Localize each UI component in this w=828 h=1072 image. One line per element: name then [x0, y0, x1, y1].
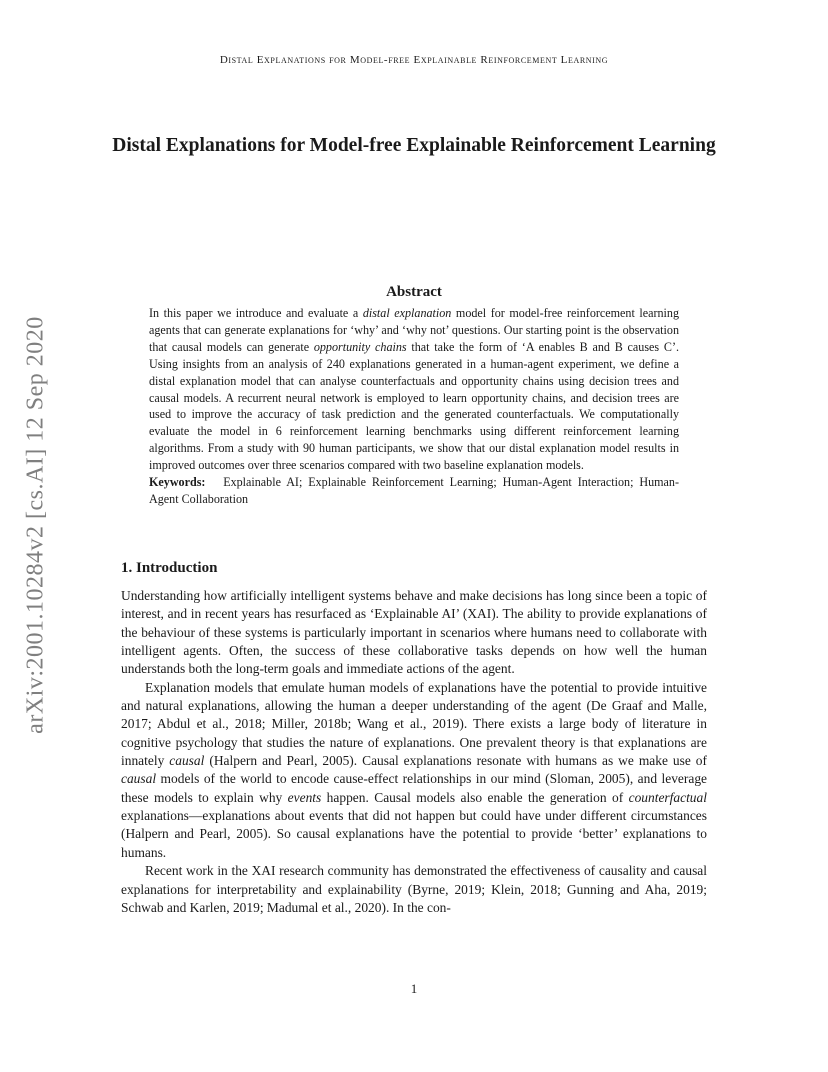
- abstract-emphasis: opportunity chains: [313, 339, 407, 354]
- paragraph-3: Recent work in the XAI research community has demonstrated the effectiveness of causality and causal explanations for interpretability and explainability (Byrne, 2019; Klein, 2018; Gunning and Aha, 2019; Schwab and Karlen, 2019; Madumal et al., 2020). In the con-: [121, 863, 707, 915]
- paper-title: Distal Explanations for Model-free Explainable Reinforcement Learning: [112, 135, 716, 156]
- abstract-body: [149, 305, 679, 508]
- paragraph-text-part: (Halpern and Pearl, 2005). Causal explanations resonate with humans as we make use of: [204, 753, 707, 769]
- abstract-emphasis: distal explanation: [362, 306, 452, 320]
- paragraph-text-part: happen. Causal models also enable the generation of: [321, 789, 629, 805]
- paragraph-emphasis: counterfactual: [628, 789, 707, 805]
- abstract-text-part: In this paper we introduce and evaluate a: [149, 306, 363, 320]
- abstract-text: [149, 305, 679, 474]
- paragraph-emphasis: causal: [169, 753, 205, 769]
- introduction-body: [121, 587, 707, 917]
- section-heading-introduction: 1. Introduction: [121, 560, 218, 576]
- paragraph-text-part: explanations—explanations about events that did not happen but could have under different circumstances (Halpern and Pearl, 2005). So causal explanations have the potential to provide ‘better’ explanations to humans.: [121, 808, 707, 860]
- paragraph-emphasis: causal: [121, 771, 157, 787]
- keywords-label: Keywords:: [149, 475, 206, 490]
- abstract-heading: Abstract: [386, 284, 442, 300]
- arxiv-stamp: arXiv:2001.10284v2 [cs.AI] 12 Sep 2020: [22, 316, 49, 734]
- keywords-list: Explainable AI; Explainable Reinforcement Learning; Human-Agent Interaction; Human-Agent Collaboration: [149, 475, 679, 506]
- paragraph-text-part: Explanation models that emulate human models of explanations have the potential to provide intuitive and natural explanations, allowing the human a deeper understanding of the agent (De Graaf and Malle, 2017; Abdul et al., 2018; Miller, 2018b; Wang et al., 2019). There exists a large body of literature in cognitive psychology that studies the nature of explanations. One prevalent theory is that explanations are innately: [121, 679, 707, 769]
- paragraph-1: Understanding how artificially intelligent systems behave and make decisions has long since been a topic of interest, and in recent years has resurfaced as ‘Explainable AI’ (XAI). The ability to provide explanations of the behaviour of these systems is particularly important in scenarios where humans need to collaborate with intelligent agents. Often, the success of these collaborative tasks depends on how well the human understands both the long-term goals and immediate actions of the agent.: [121, 588, 707, 677]
- abstract-text-part: that take the form of ‘A enables B and B causes C’. Using insights from an analysis of 240 explanations generated in a human-agent experiment, we define a distal explanation model that can analyse counterfactuals and opportunity chains using decision trees and causal models. A recurrent neural network is employed to learn opportunity chains, and decision trees are used to improve the accuracy of task prediction and the generated counterfactuals. We computationally evaluate the model in 6 reinforcement learning benchmarks using different reinforcement learning algorithms. From a study with 90 human participants, we show that our distal explanation model results in improved outcomes over three scenarios compared with two baseline explanation models.: [149, 339, 679, 473]
- paragraph-text-part: models of the world to encode cause-effect relationships in our mind (Sloman, 2005), and leverage these models to explain why: [121, 771, 707, 805]
- keywords: [149, 474, 679, 508]
- page-number: 1: [410, 981, 418, 996]
- paragraph-emphasis: events: [287, 789, 322, 805]
- paragraph-2: [121, 679, 707, 862]
- abstract-text-part: model for model-free reinforcement learning agents that can generate explanations for ‘why’ and ‘why not’ questions. Our starting point is the observation that causal models can generate: [149, 306, 679, 354]
- running-head: Distal Explanations for Model-free Explainable Reinforcement Learning: [219, 54, 609, 66]
